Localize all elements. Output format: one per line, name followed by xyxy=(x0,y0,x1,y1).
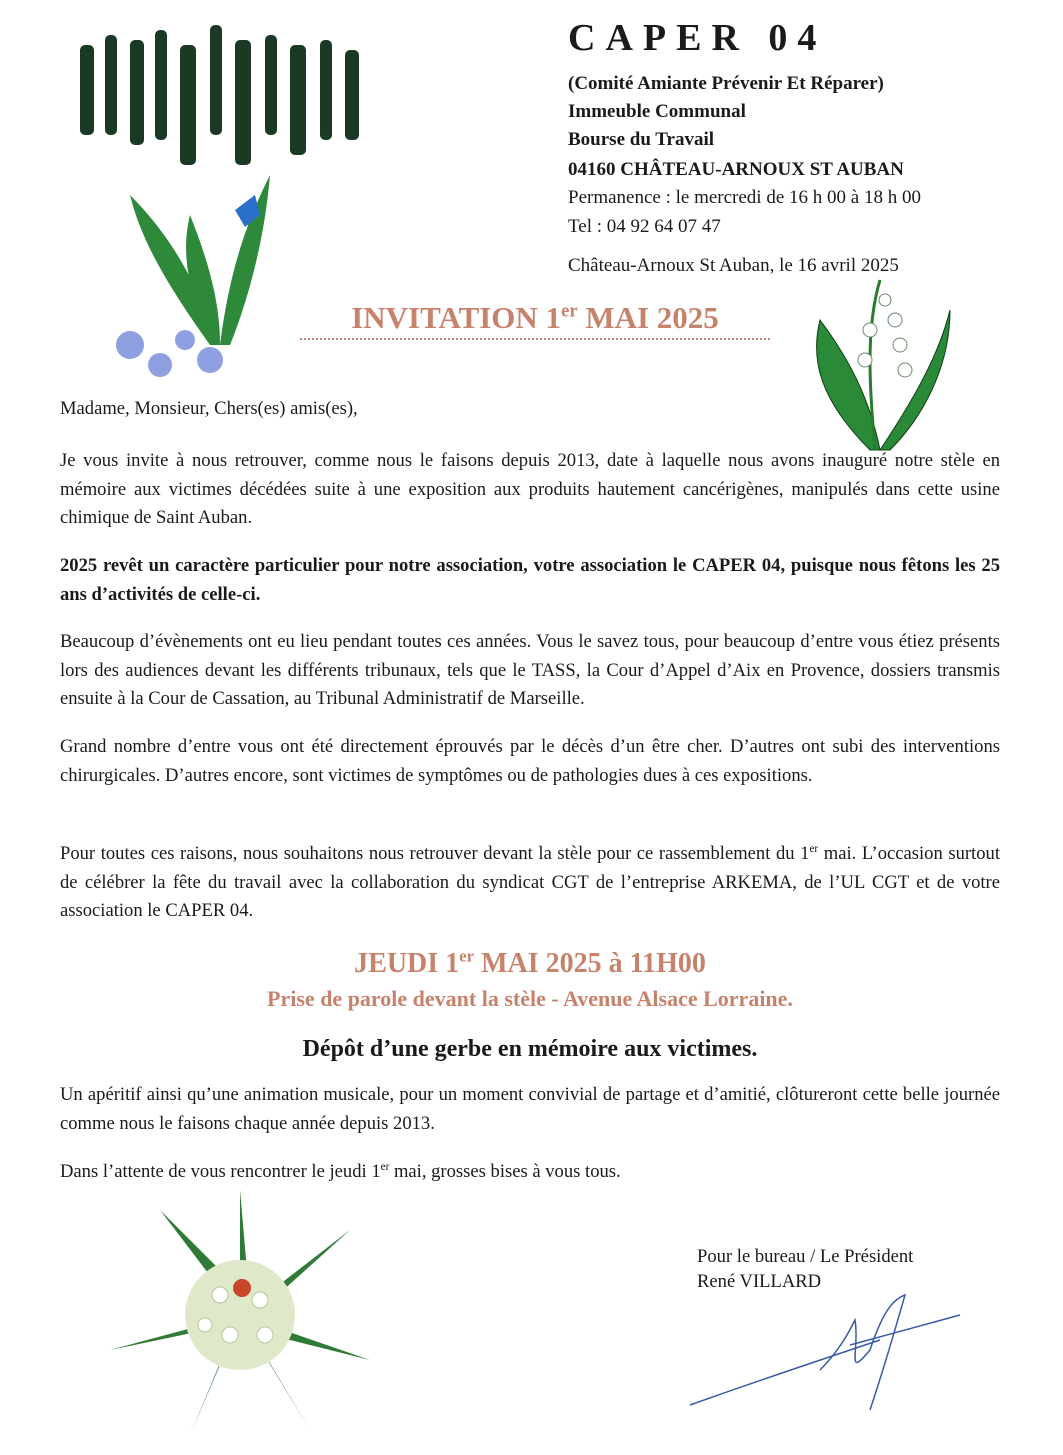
para5-sup: er xyxy=(809,842,819,855)
invitation-title xyxy=(300,300,770,340)
telephone: Tel : 04 92 64 07 47 xyxy=(568,216,721,237)
event-wreath: Dépôt d’une gerbe en mémoire aux victimes. xyxy=(302,1036,758,1062)
aperitif-paragraph: Un apéritif ainsi qu’une animation musicale, pour un moment convivial de partage et d’amitié, clôtureront cette belle journée comme nous le faisons chaque année depuis 2013. xyxy=(60,1084,1000,1134)
title-text: INVITATION 1 xyxy=(351,300,562,335)
address-line-2: Bourse du Travail xyxy=(568,129,715,150)
closing-text-end: mai, grosses bises à vous tous. xyxy=(389,1161,621,1182)
permanence: Permanence : le mercredi de 16 h 00 à 18 h 00 xyxy=(568,187,921,208)
para5-text-end: mai. L’occasion surtout de célébrer la fête du travail avec la collaboration du syndicat CGT de l’entreprise ARKEMA, de l’UL CGT et de votre association le CAPER 04. xyxy=(60,843,1000,921)
lily-bouquet-illustration xyxy=(100,1190,380,1440)
signature-name: René VILLARD xyxy=(697,1271,822,1292)
event-place: Prise de parole devant la stèle - Avenue Alsace Lorraine. xyxy=(267,986,793,1011)
paragraph-3: Beaucoup d’évènements ont eu lieu pendant toutes ces années. Vous le savez tous, pour beaucoup d’entre vous étiez présents lors des audiences devant les différents tribunaux, tels que le TASS, la Cour d’Appel d’Aix en Provence, dossiers transmis ensuite à la Cour de Cassation, au Tribunal Administratif de Marseille. xyxy=(60,631,1000,709)
date-line: Château-Arnoux St Auban, le 16 avril 2025 xyxy=(568,255,899,276)
event-date-text: JEUDI 1 xyxy=(354,948,460,979)
closing-text: Dans l’attente de vous rencontrer le jeudi 1 xyxy=(60,1161,381,1182)
paragraph-1: Je vous invite à nous retrouver, comme nous le faisons depuis 2013, date à laquelle nous avons inauguré notre stèle en mémoire aux victimes décédées suite à une exposition aux produits hautement cancérigènes, manipulés dans cette usine chimique de Saint Auban. xyxy=(60,450,1000,528)
ladybug-icon xyxy=(233,1279,251,1297)
paragraph-4: Grand nombre d’entre vous ont été directement éprouvés par le décès d’un être cher. D’autres ont subi des interventions chirurgicales. D’autres encore, sont victimes de symptômes ou de pathologies dues à ces expositions. xyxy=(60,736,1000,786)
closing-sup: er xyxy=(380,1160,390,1173)
org-full-name: (Comité Amiante Prévenir Et Réparer) xyxy=(568,73,884,94)
paragraph-5 xyxy=(60,840,1000,926)
para5-text: Pour toutes ces raisons, nous souhaitons nous retrouver devant la stèle pour ce rassemblement du 1 xyxy=(60,843,810,864)
event-date xyxy=(60,948,1000,980)
paragraph-2: 2025 revêt un caractère particulier pour notre association, votre association le CAPER 04, puisque nous fêtons les 25 ans d’activités de celle-ci. xyxy=(60,555,1000,605)
salutation: Madame, Monsieur, Chers(es) amis(es), xyxy=(60,398,358,419)
event-date-sup: er xyxy=(459,946,475,966)
handwritten-signature xyxy=(680,1290,970,1420)
org-name: CAPER 04 xyxy=(568,17,827,59)
signature-role: Pour le bureau / Le Président xyxy=(697,1246,914,1267)
event-date-text-end: MAI 2025 à 11H00 xyxy=(474,948,706,979)
title-text-end: MAI 2025 xyxy=(577,300,719,335)
address-line-1: Immeuble Communal xyxy=(568,101,746,122)
title-sup: er xyxy=(561,300,578,322)
closing-line xyxy=(60,1158,1000,1187)
lily-of-the-valley-illustration xyxy=(810,270,960,460)
address-line-3: 04160 CHÂTEAU-ARNOUX ST AUBAN xyxy=(568,159,904,180)
